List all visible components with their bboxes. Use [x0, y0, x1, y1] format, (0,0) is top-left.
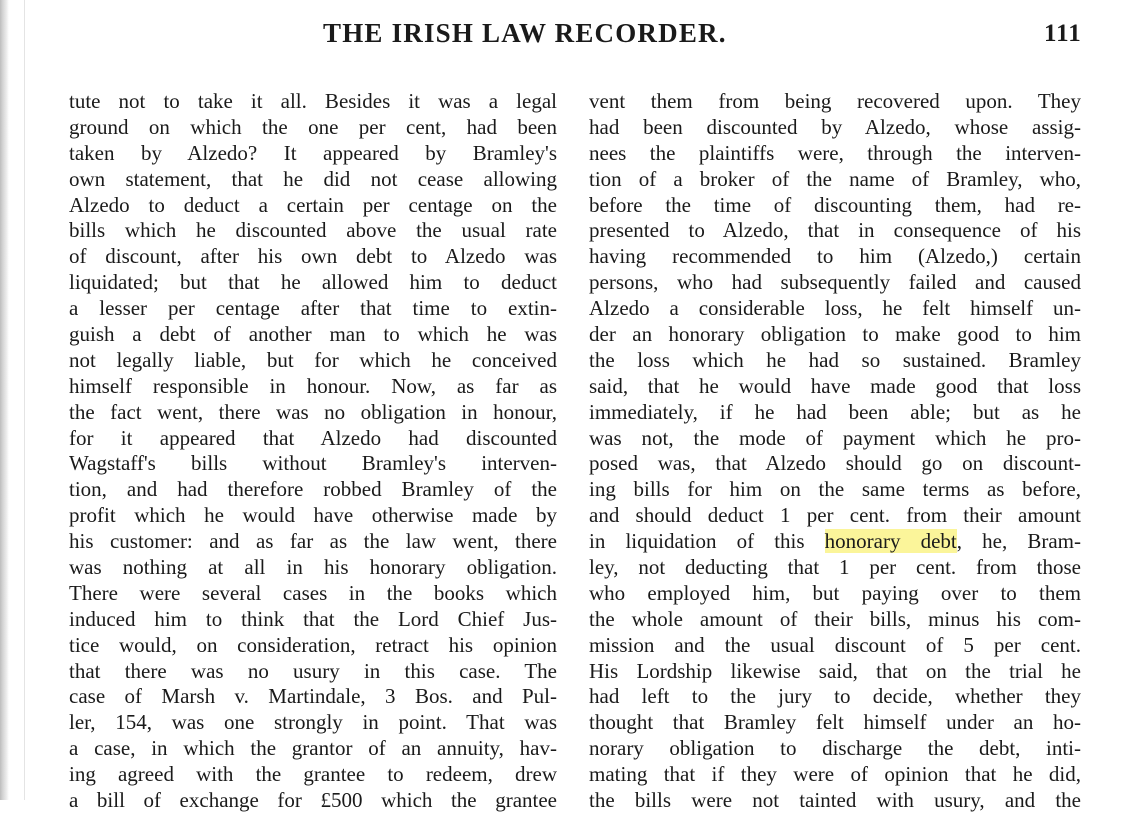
text-line: the bills were not tainted with usury, and the [589, 788, 1081, 813]
text-line: the whole amount of their bills, minus his com- [589, 606, 1081, 631]
text-line: was not, the mode of payment which he pro- [589, 425, 1081, 450]
text-line: tute not to take it all. Besides it was a legal [69, 89, 557, 113]
text-line: guish a debt of another man to which he was [69, 322, 557, 347]
text-line: nees the plaintiffs were, through the interven- [589, 140, 1081, 165]
page-edge-shadow [0, 0, 9, 800]
running-title: THE IRISH LAW RECORDER. [323, 18, 727, 48]
text-line: immediately, if he had been able; but as he [589, 399, 1081, 424]
text-line: ground on which the one per cent, had been [69, 114, 557, 139]
text-line: and should deduct 1 per cent. from their amount [589, 503, 1081, 528]
text-line: for it appeared that Alzedo had discounted [69, 425, 557, 450]
text-line: ing agreed with the grantee to redeem, drew [69, 762, 557, 787]
text-line: Alzedo to deduct a certain per centage on the [69, 192, 557, 217]
text-line: presented to Alzedo, that in consequence of his [589, 218, 1081, 243]
text-line: ley, not deducting that 1 per cent. from those [589, 555, 1081, 580]
text-line: himself responsible in honour. Now, as far as [69, 373, 557, 398]
text-line: His Lordship likewise said, that on the trial he [589, 658, 1081, 683]
text-line: mating that if they were of opinion that he did, [589, 762, 1081, 787]
text-line: having recommended to him (Alzedo,) certain [589, 244, 1081, 269]
page-edge-line [24, 0, 25, 800]
text-line: said, that he would have made good that loss [589, 373, 1081, 398]
text-line: before the time of discounting them, had re- [589, 192, 1081, 217]
text-line: liquidated; but that he allowed him to deduct [69, 270, 557, 295]
text-line: a bill of exchange for £500 which the grantee [69, 788, 557, 813]
right-text-column [589, 89, 1081, 814]
text-line: a case, in which the grantor of an annuity, hav- [69, 736, 557, 761]
text-line: thought that Bramley felt himself under an ho- [589, 710, 1081, 735]
left-text-column [69, 89, 557, 814]
text-line: was nothing at all in his honorary obligation. [69, 555, 557, 580]
text-line: the fact went, there was no obligation in honour, [69, 399, 557, 424]
text-line: mission and the usual discount of 5 per cent. [589, 632, 1081, 657]
text-line-with-highlight [589, 529, 1081, 555]
text-line: vent them from being recovered upon. They [589, 89, 1081, 113]
text-line: own statement, that he did not cease allowing [69, 166, 557, 191]
text-line: Alzedo a considerable loss, he felt himself un- [589, 296, 1081, 321]
text-line: that there was no usury in this case. The [69, 658, 557, 683]
text-line: of discount, after his own debt to Alzedo was [69, 244, 557, 269]
text-line: profit which he would have otherwise made by [69, 503, 557, 528]
text-line: the loss which he had so sustained. Bramley [589, 347, 1081, 372]
text-line: his customer: and as far as the law went, there [69, 529, 557, 554]
text-line: ler, 154, was one strongly in point. That was [69, 710, 557, 735]
highlighted-phrase[interactable]: honorary debt [824, 529, 957, 554]
text-line: der an honorary obligation to make good to him [589, 322, 1081, 347]
text-line: posed was, that Alzedo should go on discount- [589, 451, 1081, 476]
text-segment: , he, Bram- [956, 529, 1081, 554]
text-line: had been discounted by Alzedo, whose assig- [589, 114, 1081, 139]
text-line: who employed him, but paying over to them [589, 580, 1081, 605]
text-line: ing bills for him on the same terms as before, [589, 477, 1081, 502]
text-line: a lesser per centage after that time to extin- [69, 296, 557, 321]
text-line: had left to the jury to decide, whether they [589, 684, 1081, 709]
text-line: tion, and had therefore robbed Bramley of the [69, 477, 557, 502]
text-line: not legally liable, but for which he conceived [69, 347, 557, 372]
text-line: tion of a broker of the name of Bramley, who, [589, 166, 1081, 191]
text-line: tice would, on consideration, retract his opinion [69, 632, 557, 657]
text-line: bills which he discounted above the usual rate [69, 218, 557, 243]
text-line: Wagstaff's bills without Bramley's interven- [69, 451, 557, 476]
page-number: 111 [1044, 20, 1082, 47]
text-line: There were several cases in the books which [69, 580, 557, 605]
text-line: case of Marsh v. Martindale, 3 Bos. and Pul- [69, 684, 557, 709]
text-line: induced him to think that the Lord Chief Jus- [69, 606, 557, 631]
text-segment: in liquidation of this [589, 529, 825, 554]
text-line: norary obligation to discharge the debt, inti- [589, 736, 1081, 761]
text-line: persons, who had subsequently failed and caused [589, 270, 1081, 295]
text-line: taken by Alzedo? It appeared by Bramley's [69, 140, 557, 165]
